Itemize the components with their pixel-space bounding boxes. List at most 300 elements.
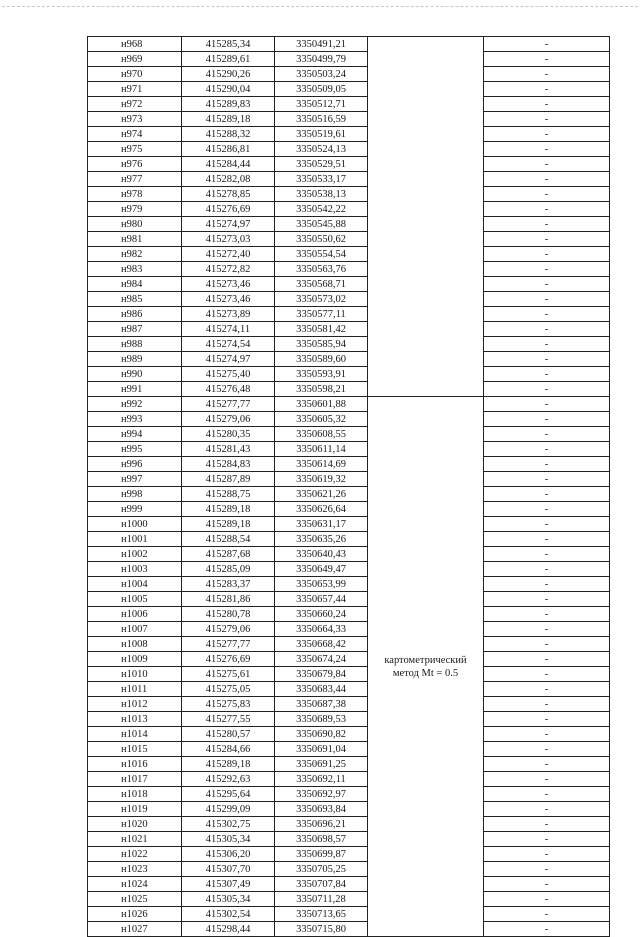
table-row: [88, 607, 610, 622]
table-row: [88, 337, 610, 352]
method-cell: [368, 37, 484, 397]
y-coordinate-cell: 3350568,71: [275, 277, 368, 292]
x-coordinate-cell: 415274,97: [182, 217, 275, 232]
point-id-cell: н997: [88, 472, 182, 487]
precision-cell: -: [484, 427, 610, 442]
table-row: [88, 847, 610, 862]
y-coordinate-cell: 3350611,14: [275, 442, 368, 457]
point-id-cell: н1011: [88, 682, 182, 697]
y-coordinate-cell: 3350705,25: [275, 862, 368, 877]
point-id-cell: н968: [88, 37, 182, 52]
point-id-cell: н1007: [88, 622, 182, 637]
precision-cell: -: [484, 577, 610, 592]
table-row: [88, 67, 610, 82]
table-row: [88, 217, 610, 232]
y-coordinate-cell: 3350693,84: [275, 802, 368, 817]
x-coordinate-cell: 415289,18: [182, 502, 275, 517]
y-coordinate-cell: 3350499,79: [275, 52, 368, 67]
x-coordinate-cell: 415295,64: [182, 787, 275, 802]
y-coordinate-cell: 3350573,02: [275, 292, 368, 307]
table-row: [88, 772, 610, 787]
point-id-cell: н976: [88, 157, 182, 172]
point-id-cell: н1012: [88, 697, 182, 712]
x-coordinate-cell: 415307,70: [182, 862, 275, 877]
y-coordinate-cell: 3350687,38: [275, 697, 368, 712]
precision-cell: -: [484, 697, 610, 712]
x-coordinate-cell: 415273,46: [182, 277, 275, 292]
y-coordinate-cell: 3350577,11: [275, 307, 368, 322]
x-coordinate-cell: 415276,48: [182, 382, 275, 397]
precision-cell: -: [484, 97, 610, 112]
x-coordinate-cell: 415272,82: [182, 262, 275, 277]
x-coordinate-cell: 415289,83: [182, 97, 275, 112]
x-coordinate-cell: 415288,54: [182, 532, 275, 547]
precision-cell: -: [484, 922, 610, 937]
precision-cell: -: [484, 622, 610, 637]
table-row: [88, 682, 610, 697]
precision-cell: -: [484, 232, 610, 247]
point-id-cell: н1023: [88, 862, 182, 877]
precision-cell: -: [484, 487, 610, 502]
x-coordinate-cell: 415280,78: [182, 607, 275, 622]
precision-cell: -: [484, 337, 610, 352]
table-row: [88, 187, 610, 202]
table-row: [88, 472, 610, 487]
table-row: [88, 262, 610, 277]
precision-cell: -: [484, 907, 610, 922]
x-coordinate-cell: 415289,18: [182, 517, 275, 532]
x-coordinate-cell: 415281,43: [182, 442, 275, 457]
y-coordinate-cell: 3350679,84: [275, 667, 368, 682]
y-coordinate-cell: 3350635,26: [275, 532, 368, 547]
y-coordinate-cell: 3350691,25: [275, 757, 368, 772]
table-row: [88, 817, 610, 832]
table-row: [88, 172, 610, 187]
precision-cell: -: [484, 412, 610, 427]
point-id-cell: н989: [88, 352, 182, 367]
precision-cell: -: [484, 307, 610, 322]
y-coordinate-cell: 3350692,11: [275, 772, 368, 787]
point-id-cell: н1021: [88, 832, 182, 847]
table-row: [88, 247, 610, 262]
point-id-cell: н1001: [88, 532, 182, 547]
point-id-cell: н1016: [88, 757, 182, 772]
point-id-cell: н987: [88, 322, 182, 337]
precision-cell: -: [484, 382, 610, 397]
point-id-cell: н1026: [88, 907, 182, 922]
point-id-cell: н974: [88, 127, 182, 142]
point-id-cell: н977: [88, 172, 182, 187]
precision-cell: -: [484, 172, 610, 187]
x-coordinate-cell: 415285,34: [182, 37, 275, 52]
point-id-cell: н969: [88, 52, 182, 67]
y-coordinate-cell: 3350516,59: [275, 112, 368, 127]
x-coordinate-cell: 415284,44: [182, 157, 275, 172]
x-coordinate-cell: 415298,44: [182, 922, 275, 937]
point-id-cell: н1014: [88, 727, 182, 742]
table-row: [88, 532, 610, 547]
precision-cell: -: [484, 112, 610, 127]
table-row: [88, 802, 610, 817]
table-row: [88, 787, 610, 802]
precision-cell: -: [484, 157, 610, 172]
x-coordinate-cell: 415286,81: [182, 142, 275, 157]
point-id-cell: н1003: [88, 562, 182, 577]
point-id-cell: н1019: [88, 802, 182, 817]
point-id-cell: н973: [88, 112, 182, 127]
point-id-cell: н988: [88, 337, 182, 352]
y-coordinate-cell: 3350621,26: [275, 487, 368, 502]
point-id-cell: н982: [88, 247, 182, 262]
precision-cell: -: [484, 292, 610, 307]
precision-cell: -: [484, 502, 610, 517]
y-coordinate-cell: 3350653,99: [275, 577, 368, 592]
x-coordinate-cell: 415284,66: [182, 742, 275, 757]
precision-cell: -: [484, 862, 610, 877]
table-row: [88, 97, 610, 112]
x-coordinate-cell: 415280,35: [182, 427, 275, 442]
table-row: [88, 52, 610, 67]
x-coordinate-cell: 415292,63: [182, 772, 275, 787]
table-row: [88, 292, 610, 307]
x-coordinate-cell: 415279,06: [182, 622, 275, 637]
y-coordinate-cell: 3350519,61: [275, 127, 368, 142]
x-coordinate-cell: 415287,89: [182, 472, 275, 487]
precision-cell: -: [484, 532, 610, 547]
table-row: [88, 637, 610, 652]
precision-cell: -: [484, 547, 610, 562]
y-coordinate-cell: 3350563,76: [275, 262, 368, 277]
x-coordinate-cell: 415282,08: [182, 172, 275, 187]
table-row: [88, 667, 610, 682]
point-id-cell: н1013: [88, 712, 182, 727]
y-coordinate-cell: 3350692,97: [275, 787, 368, 802]
precision-cell: -: [484, 37, 610, 52]
y-coordinate-cell: 3350664,33: [275, 622, 368, 637]
precision-cell: -: [484, 202, 610, 217]
x-coordinate-cell: 415277,55: [182, 712, 275, 727]
x-coordinate-cell: 415306,20: [182, 847, 275, 862]
table-row: [88, 562, 610, 577]
x-coordinate-cell: 415273,46: [182, 292, 275, 307]
y-coordinate-cell: 3350585,94: [275, 337, 368, 352]
table-row: [88, 457, 610, 472]
y-coordinate-cell: 3350691,04: [275, 742, 368, 757]
precision-cell: -: [484, 67, 610, 82]
table-row: [88, 622, 610, 637]
table-row: [88, 877, 610, 892]
table-row: [88, 592, 610, 607]
y-coordinate-cell: 3350608,55: [275, 427, 368, 442]
point-id-cell: н1008: [88, 637, 182, 652]
x-coordinate-cell: 415299,09: [182, 802, 275, 817]
point-id-cell: н1027: [88, 922, 182, 937]
table-row: [88, 757, 610, 772]
precision-cell: -: [484, 832, 610, 847]
coordinates-table: [87, 36, 610, 937]
x-coordinate-cell: 415280,57: [182, 727, 275, 742]
method-cell: картометрический метод Mt = 0.5: [368, 397, 484, 937]
y-coordinate-cell: 3350601,88: [275, 397, 368, 412]
precision-cell: -: [484, 82, 610, 97]
point-id-cell: н970: [88, 67, 182, 82]
x-coordinate-cell: 415279,06: [182, 412, 275, 427]
precision-cell: -: [484, 847, 610, 862]
table-row: [88, 832, 610, 847]
point-id-cell: н1000: [88, 517, 182, 532]
point-id-cell: н1015: [88, 742, 182, 757]
table-row: [88, 652, 610, 667]
point-id-cell: н999: [88, 502, 182, 517]
precision-cell: -: [484, 52, 610, 67]
table-row: [88, 412, 610, 427]
table-row: [88, 382, 610, 397]
x-coordinate-cell: 415275,83: [182, 697, 275, 712]
x-coordinate-cell: 415272,40: [182, 247, 275, 262]
x-coordinate-cell: 415305,34: [182, 832, 275, 847]
point-id-cell: н1018: [88, 787, 182, 802]
point-id-cell: н981: [88, 232, 182, 247]
y-coordinate-cell: 3350545,88: [275, 217, 368, 232]
precision-cell: -: [484, 397, 610, 412]
point-id-cell: н998: [88, 487, 182, 502]
point-id-cell: н1002: [88, 547, 182, 562]
table-row: [88, 82, 610, 97]
y-coordinate-cell: 3350696,21: [275, 817, 368, 832]
precision-cell: -: [484, 742, 610, 757]
point-id-cell: н975: [88, 142, 182, 157]
precision-cell: -: [484, 667, 610, 682]
x-coordinate-cell: 415305,34: [182, 892, 275, 907]
point-id-cell: н1005: [88, 592, 182, 607]
precision-cell: -: [484, 802, 610, 817]
table-row: [88, 742, 610, 757]
precision-cell: -: [484, 787, 610, 802]
point-id-cell: н1017: [88, 772, 182, 787]
table-row: [88, 577, 610, 592]
precision-cell: -: [484, 517, 610, 532]
precision-cell: -: [484, 277, 610, 292]
x-coordinate-cell: 415278,85: [182, 187, 275, 202]
y-coordinate-cell: 3350660,24: [275, 607, 368, 622]
x-coordinate-cell: 415273,89: [182, 307, 275, 322]
x-coordinate-cell: 415277,77: [182, 637, 275, 652]
x-coordinate-cell: 415290,26: [182, 67, 275, 82]
point-id-cell: н992: [88, 397, 182, 412]
y-coordinate-cell: 3350631,17: [275, 517, 368, 532]
y-coordinate-cell: 3350512,71: [275, 97, 368, 112]
y-coordinate-cell: 3350598,21: [275, 382, 368, 397]
precision-cell: -: [484, 187, 610, 202]
x-coordinate-cell: 415302,54: [182, 907, 275, 922]
table-row: [88, 892, 610, 907]
table-row: [88, 712, 610, 727]
precision-cell: -: [484, 352, 610, 367]
precision-cell: -: [484, 322, 610, 337]
x-coordinate-cell: 415288,75: [182, 487, 275, 502]
y-coordinate-cell: 3350589,60: [275, 352, 368, 367]
x-coordinate-cell: 415275,61: [182, 667, 275, 682]
table-row: [88, 202, 610, 217]
y-coordinate-cell: 3350524,13: [275, 142, 368, 157]
table-row: [88, 352, 610, 367]
x-coordinate-cell: 415276,69: [182, 652, 275, 667]
y-coordinate-cell: 3350711,28: [275, 892, 368, 907]
table-row: [88, 307, 610, 322]
x-coordinate-cell: 415287,68: [182, 547, 275, 562]
page-top-rule: [2, 6, 638, 7]
y-coordinate-cell: 3350657,44: [275, 592, 368, 607]
x-coordinate-cell: 415274,54: [182, 337, 275, 352]
table-row: [88, 547, 610, 562]
point-id-cell: н980: [88, 217, 182, 232]
y-coordinate-cell: 3350715,80: [275, 922, 368, 937]
x-coordinate-cell: 415284,83: [182, 457, 275, 472]
precision-cell: -: [484, 817, 610, 832]
precision-cell: -: [484, 247, 610, 262]
x-coordinate-cell: 415285,09: [182, 562, 275, 577]
point-id-cell: н1025: [88, 892, 182, 907]
y-coordinate-cell: 3350614,69: [275, 457, 368, 472]
point-id-cell: н1004: [88, 577, 182, 592]
y-coordinate-cell: 3350626,64: [275, 502, 368, 517]
x-coordinate-cell: 415273,03: [182, 232, 275, 247]
table-row: [88, 232, 610, 247]
point-id-cell: н979: [88, 202, 182, 217]
y-coordinate-cell: 3350581,42: [275, 322, 368, 337]
y-coordinate-cell: 3350689,53: [275, 712, 368, 727]
y-coordinate-cell: 3350542,22: [275, 202, 368, 217]
precision-cell: -: [484, 682, 610, 697]
point-id-cell: н971: [88, 82, 182, 97]
point-id-cell: н1006: [88, 607, 182, 622]
table-row: [88, 112, 610, 127]
x-coordinate-cell: 415274,97: [182, 352, 275, 367]
point-id-cell: н986: [88, 307, 182, 322]
y-coordinate-cell: 3350538,13: [275, 187, 368, 202]
precision-cell: -: [484, 592, 610, 607]
y-coordinate-cell: 3350683,44: [275, 682, 368, 697]
precision-cell: -: [484, 727, 610, 742]
point-id-cell: н993: [88, 412, 182, 427]
point-id-cell: н972: [88, 97, 182, 112]
point-id-cell: н983: [88, 262, 182, 277]
precision-cell: -: [484, 637, 610, 652]
precision-cell: -: [484, 367, 610, 382]
precision-cell: -: [484, 712, 610, 727]
table-row: [88, 922, 610, 937]
table-row: [88, 127, 610, 142]
point-id-cell: н996: [88, 457, 182, 472]
x-coordinate-cell: 415307,49: [182, 877, 275, 892]
x-coordinate-cell: 415289,18: [182, 112, 275, 127]
x-coordinate-cell: 415283,37: [182, 577, 275, 592]
point-id-cell: н995: [88, 442, 182, 457]
precision-cell: -: [484, 127, 610, 142]
y-coordinate-cell: 3350698,57: [275, 832, 368, 847]
precision-cell: -: [484, 772, 610, 787]
point-id-cell: н991: [88, 382, 182, 397]
point-id-cell: н1022: [88, 847, 182, 862]
y-coordinate-cell: 3350649,47: [275, 562, 368, 577]
point-id-cell: н984: [88, 277, 182, 292]
y-coordinate-cell: 3350554,54: [275, 247, 368, 262]
point-id-cell: н978: [88, 187, 182, 202]
y-coordinate-cell: 3350605,32: [275, 412, 368, 427]
x-coordinate-cell: 415289,18: [182, 757, 275, 772]
precision-cell: -: [484, 652, 610, 667]
precision-cell: -: [484, 892, 610, 907]
precision-cell: -: [484, 607, 610, 622]
y-coordinate-cell: 3350550,62: [275, 232, 368, 247]
y-coordinate-cell: 3350668,42: [275, 637, 368, 652]
table-row: [88, 37, 610, 52]
x-coordinate-cell: 415277,77: [182, 397, 275, 412]
table-row: [88, 322, 610, 337]
precision-cell: -: [484, 217, 610, 232]
table-row: [88, 487, 610, 502]
y-coordinate-cell: 3350593,91: [275, 367, 368, 382]
x-coordinate-cell: 415302,75: [182, 817, 275, 832]
x-coordinate-cell: 415288,32: [182, 127, 275, 142]
y-coordinate-cell: 3350707,84: [275, 877, 368, 892]
point-id-cell: н990: [88, 367, 182, 382]
table-row: [88, 142, 610, 157]
table-row: [88, 277, 610, 292]
point-id-cell: н985: [88, 292, 182, 307]
point-id-cell: н1010: [88, 667, 182, 682]
precision-cell: -: [484, 877, 610, 892]
y-coordinate-cell: 3350674,24: [275, 652, 368, 667]
y-coordinate-cell: 3350640,43: [275, 547, 368, 562]
y-coordinate-cell: 3350529,51: [275, 157, 368, 172]
table-row: [88, 862, 610, 877]
y-coordinate-cell: 3350713,65: [275, 907, 368, 922]
x-coordinate-cell: 415274,11: [182, 322, 275, 337]
precision-cell: -: [484, 457, 610, 472]
table-row: [88, 442, 610, 457]
table-row: [88, 727, 610, 742]
point-id-cell: н994: [88, 427, 182, 442]
y-coordinate-cell: 3350690,82: [275, 727, 368, 742]
table-row: [88, 367, 610, 382]
y-coordinate-cell: 3350699,87: [275, 847, 368, 862]
precision-cell: -: [484, 442, 610, 457]
table-row: [88, 517, 610, 532]
point-id-cell: н1024: [88, 877, 182, 892]
x-coordinate-cell: 415289,61: [182, 52, 275, 67]
table-row: [88, 397, 610, 412]
table-row: [88, 697, 610, 712]
x-coordinate-cell: 415290,04: [182, 82, 275, 97]
point-id-cell: н1020: [88, 817, 182, 832]
x-coordinate-cell: 415276,69: [182, 202, 275, 217]
table-row: [88, 502, 610, 517]
y-coordinate-cell: 3350533,17: [275, 172, 368, 187]
x-coordinate-cell: 415275,05: [182, 682, 275, 697]
table-row: [88, 427, 610, 442]
x-coordinate-cell: 415275,40: [182, 367, 275, 382]
x-coordinate-cell: 415281,86: [182, 592, 275, 607]
y-coordinate-cell: 3350503,24: [275, 67, 368, 82]
y-coordinate-cell: 3350509,05: [275, 82, 368, 97]
precision-cell: -: [484, 472, 610, 487]
table-row: [88, 157, 610, 172]
y-coordinate-cell: 3350619,32: [275, 472, 368, 487]
coordinates-table-body: [88, 37, 610, 937]
precision-cell: -: [484, 562, 610, 577]
point-id-cell: н1009: [88, 652, 182, 667]
